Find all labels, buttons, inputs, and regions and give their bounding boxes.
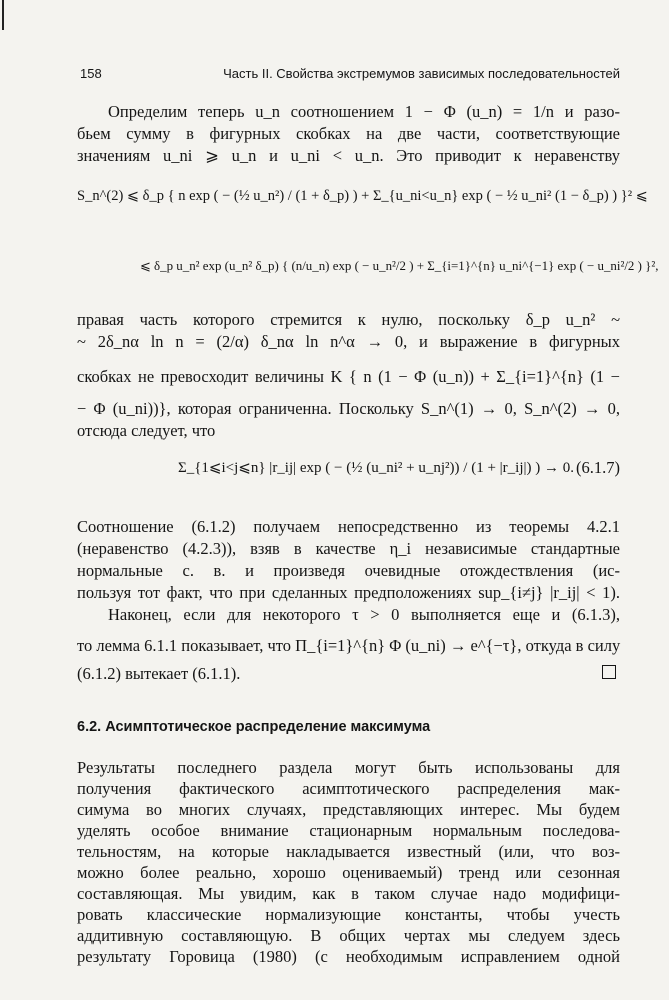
paragraph-5-line-7: составляющая. Мы увидим, как в таком случае надо модифици- [77,884,620,903]
equation-number: (6.1.7) [576,458,620,477]
paragraph-1-line-2: бьем сумму в фигурных скобках на две части, соответствующие [77,124,620,143]
paragraph-1-line-1: Определим теперь u_n соотношением 1 − Φ (u_n) = 1/n и разо- [108,102,620,121]
paragraph-5-line-4: уделять особое внимание стационарным нормальным последова- [77,821,620,840]
paragraph-2-line-5: отсюда следует, что [77,421,216,440]
formula-1-line-1: S_n^(2) ⩽ δ_p { n exp ( − (½ u_n²) / (1 + δ_p) ) + Σ_{u_ni<u_n} exp ( − ½ u_ni² (1 − δ_p) ) }² ⩽ [77,188,648,204]
paragraph-4-line-3: (6.1.2) вытекает (6.1.1). [77,664,241,683]
paragraph-4-line-1: Наконец, если для некоторого τ > 0 выполняется еще и (6.1.3), [108,605,620,624]
paragraph-3-line-4: пользуя тот факт, что при сделанных предположениях sup_{i≠j} |r_ij| < 1). [77,583,620,602]
paragraph-5-line-1: Результаты последнего раздела могут быть использованы для [77,758,620,777]
paragraph-5-line-8: ровать классические нормализующие константы, чтобы учесть [77,905,620,924]
formula-1-line-2: ⩽ δ_p u_n² exp (u_n² δ_p) { (n/u_n) exp ( − u_n²/2 ) + Σ_{i=1}^{n} u_ni^{−1} exp ( − u_ni²/2 ) }², [140,258,659,273]
paragraph-2-line-1: правая часть которого стремится к нулю, поскольку δ_p u_n² ~ [77,310,620,329]
paragraph-3-line-1: Соотношение (6.1.2) получаем непосредственно из теоремы 4.2.1 [77,517,620,536]
running-title: Часть II. Свойства экстремумов зависимых последовательностей [223,66,620,81]
paragraph-5-line-10: результату Горовица (1980) (с необходимым исправлением одной [77,947,620,966]
paragraph-1-line-3: значениям u_ni ⩾ u_n и u_ni < u_n. Это приводит к неравенству [77,146,620,165]
paragraph-2-line-2: ~ 2δ_nα ln n = (2/α) δ_nα ln n^α → 0, и выражение в фигурных [77,332,620,351]
running-header [80,66,620,86]
paragraph-5-line-9: аддитивную составляющую. В общих чертах мы следуем здесь [77,926,620,945]
paragraph-3-line-3: нормальные с. в. и произведя очевидные отождествления (ис- [77,561,620,580]
paragraph-4-line-2: то лемма 6.1.1 показывает, что Π_{i=1}^{n} Φ (u_ni) → e^{−τ}, откуда в силу [77,636,621,655]
paragraph-5-line-6: можно более реально, хорошо оцениваемый) тренд или сезонная [77,863,620,882]
scan-edge-mark [2,0,4,30]
paragraph-3-line-2: (неравенство (4.2.3)), взяв в качестве η_i независимые стандартные [77,539,620,558]
page-number: 158 [80,66,102,81]
paragraph-5-line-2: получения фактического асимптотического распределения мак- [77,779,620,798]
section-heading: 6.2. Асимптотическое распределение максимума [77,719,431,735]
end-of-proof-mark [602,665,616,679]
paragraph-2-line-3: скобках не превосходит величины K { n (1 − Φ (u_n)) + Σ_{i=1}^{n} (1 − [77,367,620,386]
paragraph-2-line-4: − Φ (u_ni))}, которая ограниченна. Поскольку S_n^(1) → 0, S_n^(2) → 0, [77,399,620,418]
formula-6-1-7: Σ_{1⩽i<j⩽n} |r_ij| exp ( − (½ (u_ni² + u_nj²)) / (1 + |r_ij|) ) → 0. [178,460,574,476]
paragraph-5-line-5: тельностям, на которые накладывается известный (или, что воз- [77,842,620,861]
paragraph-5-line-3: симума во многих случаях, представляющих интерес. Мы будем [77,800,620,819]
